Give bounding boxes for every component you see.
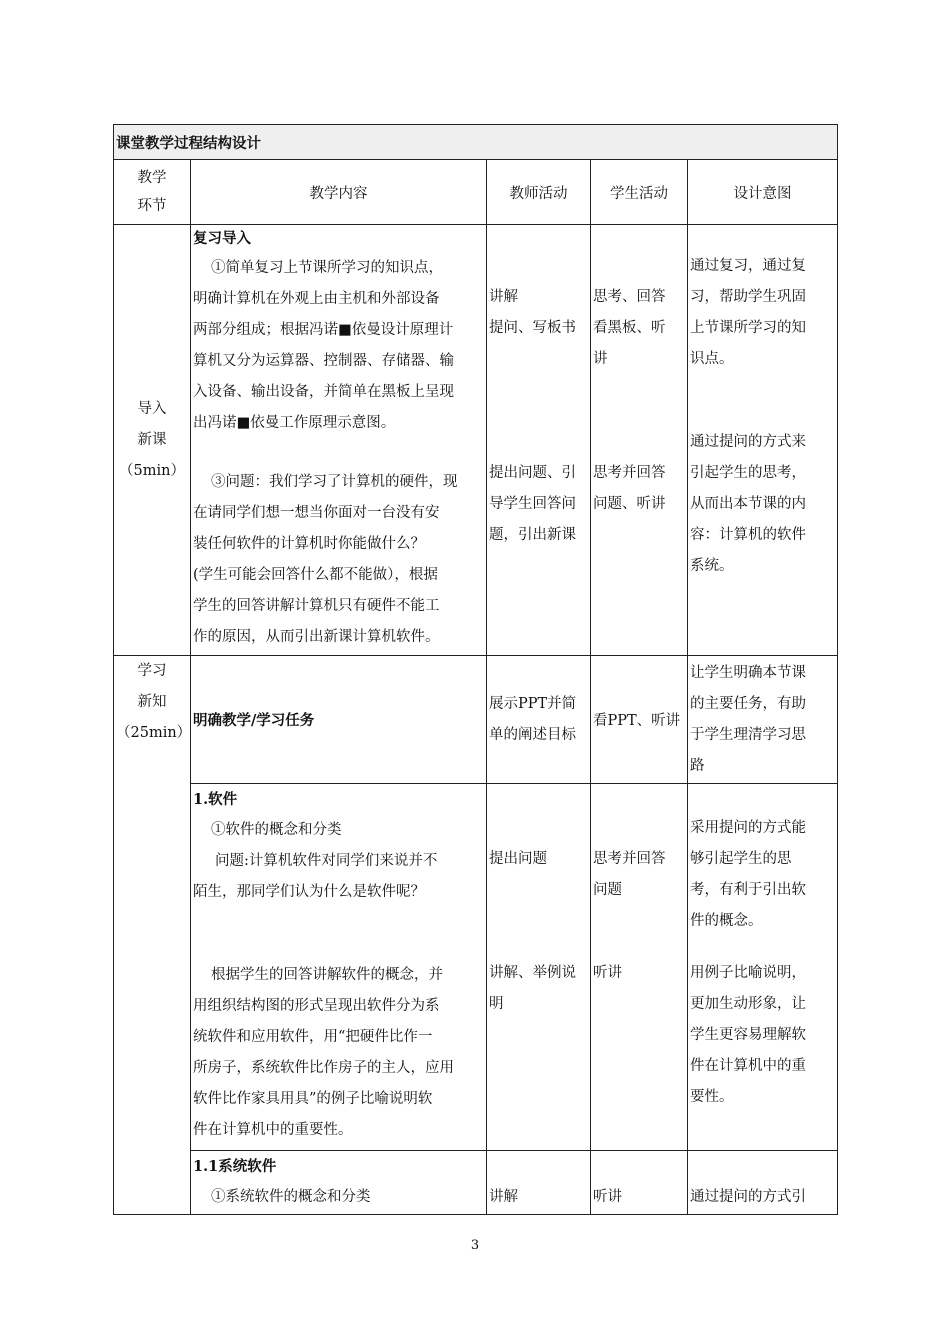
intent-line: 更加生动形象，让 bbox=[690, 996, 806, 1012]
intent-line: 考，有利于引出软 bbox=[690, 882, 806, 898]
header-stage-line: 环节 bbox=[137, 198, 167, 214]
intent-line: 于学生理清学习思 bbox=[690, 726, 806, 743]
content-line: 根据学生的回答讲解软件的概念，并 bbox=[211, 967, 443, 983]
task-heading: 明确教学/学习任务 bbox=[193, 712, 315, 729]
content-line: 学生的回答讲解计算机只有硬件不能工 bbox=[193, 598, 440, 614]
content-line: 算机又分为运算器、控制器、存储器、输 bbox=[193, 353, 454, 369]
content-line: 软件比作家具用具”的例子比喻说明软 bbox=[193, 1091, 433, 1107]
intent-line: 从而出本节课的内 bbox=[690, 496, 806, 512]
system-heading: 1.1系统软件 bbox=[193, 1158, 277, 1175]
student-line: 听讲 bbox=[593, 965, 622, 981]
content-line: (学生可能会回答什么都不能做），根据 bbox=[193, 567, 438, 583]
intent-line: 通过提问的方式来 bbox=[690, 434, 806, 450]
content-line: ①系统软件的概念和分类 bbox=[211, 1189, 371, 1205]
teacher-line: 明 bbox=[489, 996, 504, 1012]
content-line: 用组织结构图的形式呈现出软件分为系 bbox=[193, 998, 440, 1014]
teacher-line: 提出问题、引 bbox=[489, 465, 576, 481]
teacher-line: 提问、写板书 bbox=[489, 320, 576, 336]
header-stage-line: 教学 bbox=[137, 170, 167, 186]
review-content bbox=[191, 225, 487, 656]
stage-new bbox=[114, 656, 191, 1215]
content-line: 所房子，系统软件比作房子的主人，应用 bbox=[193, 1060, 454, 1076]
teacher-line: 导学生回答问 bbox=[489, 496, 576, 512]
review-intent bbox=[688, 225, 838, 656]
content-line: 统软件和应用软件，用“把硬件比作一 bbox=[193, 1029, 433, 1045]
intent-line: 习，帮助学生巩固 bbox=[690, 289, 806, 305]
header-teacher: 教师活动 bbox=[487, 160, 591, 225]
task-teacher bbox=[487, 656, 591, 784]
stage-line: （25min） bbox=[116, 725, 192, 741]
student-line: 看黑板、听 bbox=[593, 320, 666, 336]
intent-line: 学生更容易理解软 bbox=[690, 1027, 806, 1043]
intent-line: 容：计算机的软件 bbox=[690, 527, 806, 543]
teacher-line: 讲解 bbox=[489, 1189, 518, 1205]
intent-line: 件的概念。 bbox=[690, 913, 763, 929]
content-line: 作的原因，从而引出新课计算机软件。 bbox=[193, 629, 440, 645]
header-student: 学生活动 bbox=[591, 160, 688, 225]
content-line: 问题:计算机软件对同学们来说并不 bbox=[215, 853, 438, 869]
review-student bbox=[591, 225, 688, 656]
intent-line: 用例子比喻说明， bbox=[690, 965, 806, 981]
review-teacher bbox=[487, 225, 591, 656]
review-heading: 复习导入 bbox=[193, 230, 251, 247]
intent-line: 要性。 bbox=[690, 1089, 734, 1105]
teacher-line: 提出问题 bbox=[489, 851, 547, 867]
intent-line: 的主要任务，有助 bbox=[690, 695, 806, 712]
content-line: 两部分组成；根据冯诺■依曼设计原理计 bbox=[193, 322, 454, 338]
content-line: ①简单复习上节课所学习的知识点， bbox=[211, 260, 443, 276]
teacher-line: 展示PPT并简 bbox=[489, 695, 577, 712]
header-stage bbox=[114, 160, 191, 225]
system-teacher bbox=[487, 1151, 591, 1215]
content-line: 入设备、输出设备，并简单在黑板上呈现 bbox=[193, 384, 454, 400]
system-content bbox=[191, 1151, 487, 1215]
intent-line: 路 bbox=[690, 757, 705, 774]
student-line: 思考并回答 bbox=[593, 465, 666, 481]
system-student bbox=[591, 1151, 688, 1215]
content-line: ③问题：我们学习了计算机的硬件，现 bbox=[211, 474, 458, 490]
teacher-line: 题，引出新课 bbox=[489, 527, 576, 543]
stage-line: 新课 bbox=[137, 432, 167, 448]
stage-line: （5min） bbox=[119, 463, 185, 479]
stage-review bbox=[114, 225, 191, 656]
teacher-line: 讲解、举例说 bbox=[489, 965, 576, 981]
intent-line: 上节课所学习的知 bbox=[690, 320, 806, 336]
content-line: 陌生，那同学们认为什么是软件呢？ bbox=[193, 884, 425, 900]
intent-line: 让学生明确本节课 bbox=[690, 664, 806, 681]
student-line: 听讲 bbox=[593, 1189, 622, 1205]
student-line: 问题 bbox=[593, 882, 622, 898]
software-content bbox=[191, 784, 487, 1151]
task-content bbox=[191, 656, 487, 784]
content-line: 在请同学们想一想当你面对一台没有安 bbox=[193, 505, 440, 521]
intent-line: 识点。 bbox=[690, 351, 734, 367]
intent-line: 通过复习，通过复 bbox=[690, 258, 806, 274]
stage-line: 学习 bbox=[137, 663, 167, 679]
table-title: 课堂教学过程结构设计 bbox=[114, 125, 838, 160]
software-intent bbox=[688, 784, 838, 1151]
header-intent: 设计意图 bbox=[688, 160, 838, 225]
lesson-structure-table bbox=[113, 124, 838, 1215]
content-line: 出冯诺■依曼工作原理示意图。 bbox=[193, 415, 396, 431]
intent-line: 通过提问的方式引 bbox=[690, 1189, 806, 1205]
page-number: 3 bbox=[470, 1238, 480, 1253]
teacher-line: 讲解 bbox=[489, 289, 518, 305]
software-teacher bbox=[487, 784, 591, 1151]
student-line: 思考、回答 bbox=[593, 289, 666, 305]
content-line: 明确计算机在外观上由主机和外部设备 bbox=[193, 291, 440, 307]
software-student bbox=[591, 784, 688, 1151]
intent-line: 件在计算机中的重 bbox=[690, 1058, 806, 1074]
intent-line: 引起学生的思考， bbox=[690, 465, 806, 481]
software-heading: 1.软件 bbox=[193, 791, 238, 808]
student-line: 问题、听讲 bbox=[593, 496, 666, 512]
task-student: 看PPT、听讲 bbox=[591, 656, 688, 784]
intent-line: 系统。 bbox=[690, 558, 734, 574]
task-intent bbox=[688, 656, 838, 784]
intent-line: 采用提问的方式能 bbox=[690, 820, 806, 836]
content-line: 装任何软件的计算机时你能做什么？ bbox=[193, 536, 425, 552]
stage-line: 导入 bbox=[137, 401, 167, 417]
content-line: ①软件的概念和分类 bbox=[211, 822, 342, 838]
header-content: 教学内容 bbox=[191, 160, 487, 225]
student-line: 思考并回答 bbox=[593, 851, 666, 867]
teacher-line: 单的阐述目标 bbox=[489, 726, 576, 743]
intent-line: 够引起学生的思 bbox=[690, 851, 792, 867]
system-intent bbox=[688, 1151, 838, 1215]
content-line: 件在计算机中的重要性。 bbox=[193, 1122, 353, 1138]
stage-line: 新知 bbox=[137, 694, 167, 710]
student-line: 讲 bbox=[593, 351, 608, 367]
